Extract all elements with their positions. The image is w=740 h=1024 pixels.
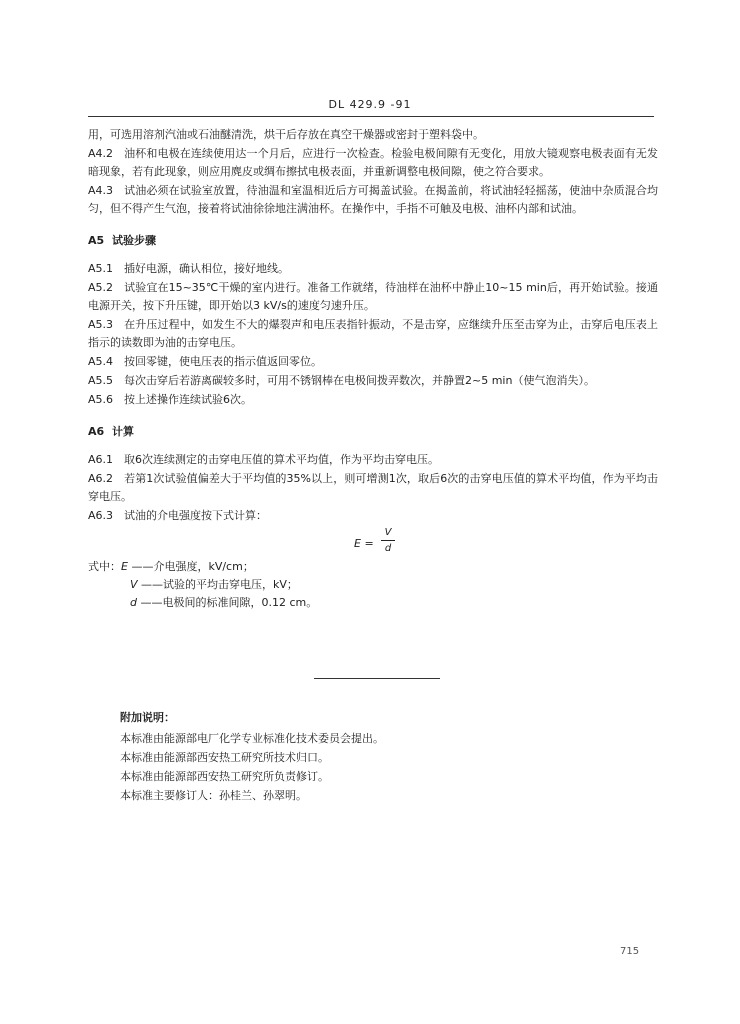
main-content xyxy=(88,126,658,612)
paragraph-a5-3: A5.3 在升压过程中，如发生不大的爆裂声和电压表指针振动，不是击穿，应继续升压至击穿为止，击穿后电压表上指示的读数即为油的击穿电压。 xyxy=(88,318,658,349)
formula-denominator: d xyxy=(384,543,392,554)
additional-notes xyxy=(120,708,560,805)
page-number: 715 xyxy=(620,946,640,957)
paragraph-a4-3: A4.3 试油必须在试验室放置，待油温和室温相近后方可揭盖试验。在揭盖前，将试油轻轻摇荡，使油中杂质混合均匀，但不得产生气泡，接着将试油徐徐地注满油杯。在操作中，手指不可触及电极、油杯内部和试油。 xyxy=(88,184,658,215)
formula-lhs: E = xyxy=(354,537,374,550)
legend-row-e: 式中：E ——介电强度，kV/cm； xyxy=(88,560,254,573)
dielectric-strength-formula xyxy=(88,526,658,558)
fraction-bar xyxy=(381,540,395,541)
section-divider xyxy=(314,678,440,679)
paragraph-a6-3: A6.3 试油的介电强度按下式计算： xyxy=(88,509,267,522)
paragraph-a5-5: A5.5 每次击穿后若游离碳较多时，可用不锈钢棒在电极间拨弄数次，并静置2~5 min（使气泡消失）。 xyxy=(88,374,595,387)
note-line: 本标准由能源部西安热工研究所负责修订。 xyxy=(120,770,329,783)
formula-legend xyxy=(88,558,658,612)
section-heading-a5: A5 试验步骤 xyxy=(88,234,156,247)
paragraph-a5-6: A5.6 按上述操作连续试验6次。 xyxy=(88,393,252,406)
paragraph-a5-1: A5.1 插好电源，确认相位，接好地线。 xyxy=(88,262,289,275)
paragraph-a5-4: A5.4 按回零键，使电压表的指示值返回零位。 xyxy=(88,355,322,368)
paragraph-a4-2: A4.2 油杯和电极在连续使用达一个月后，应进行一次检查。检验电极间隙有无变化，用放大镜观察电极表面有无发暗现象，若有此现象，则应用麂皮或绸布擦拭电极表面，并重新调整电极间隙，使之符合要求。 xyxy=(88,147,658,178)
notes-title: 附加说明： xyxy=(120,711,175,724)
section-heading-a6: A6 计算 xyxy=(88,425,134,438)
formula-numerator: V xyxy=(384,527,392,538)
paragraph-a6-1: A6.1 取6次连续测定的击穿电压值的算术平均值，作为平均击穿电压。 xyxy=(88,453,439,466)
paragraph-a6-2: A6.2 若第1次试验值偏差大于平均值的35%以上，则可增测1次，取后6次的击穿电压值的算术平均值，作为平均击穿电压。 xyxy=(88,472,658,503)
note-line: 本标准主要修订人：孙桂兰、孙翠明。 xyxy=(120,789,307,802)
note-line: 本标准由能源部西安热工研究所技术归口。 xyxy=(120,751,329,764)
paragraph: 用，可选用溶剂汽油或石油醚清洗，烘干后存放在真空干燥器或密封于塑料袋中。 xyxy=(88,128,484,141)
header-rule xyxy=(88,116,654,117)
note-line: 本标准由能源部电厂化学专业标准化技术委员会提出。 xyxy=(120,732,384,745)
formula-fraction xyxy=(381,526,395,555)
page-header: DL 429.9 -91 xyxy=(328,98,412,111)
paragraph-a5-2: A5.2 试验宜在15~35℃干燥的室内进行。准备工作就绪，待油样在油杯中静止10~15 min后，再开始试验。接通电源开关，按下升压键，即开始以3 kV/s的速度匀速升压。 xyxy=(88,281,658,312)
legend-row-d: d ——电极间的标准间隙，0.12 cm。 xyxy=(130,596,318,609)
legend-row-v: V ——试验的平均击穿电压，kV； xyxy=(130,578,298,591)
